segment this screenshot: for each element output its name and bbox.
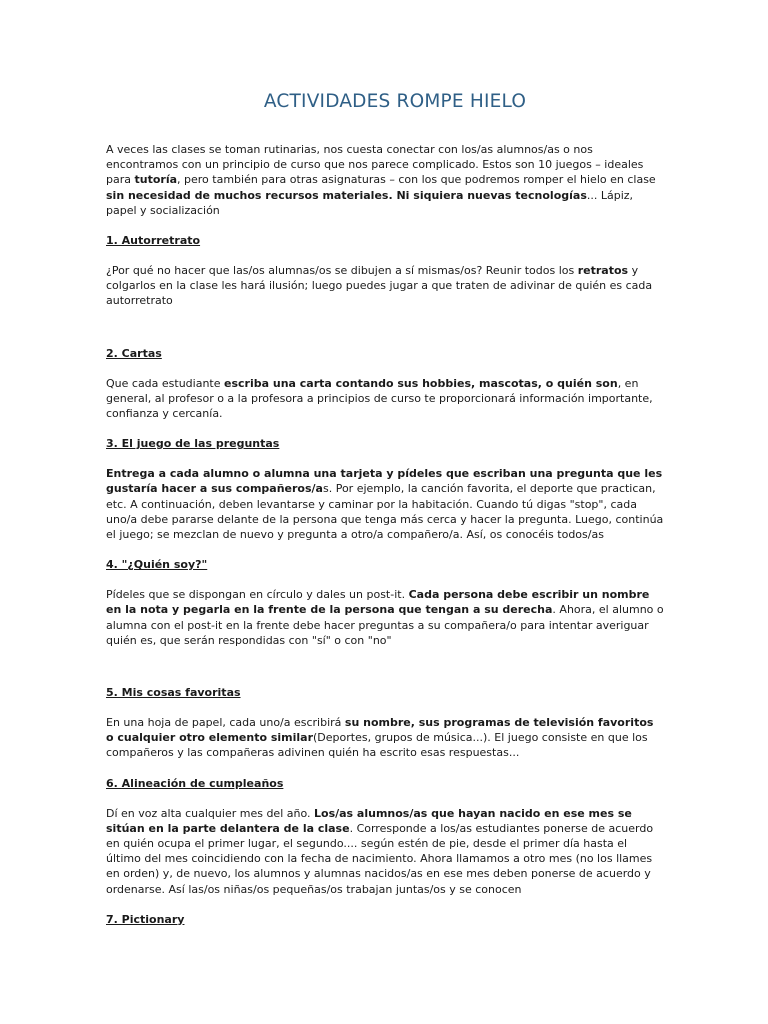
intro-bold-1: tutoría [134,173,178,187]
section-5-text-2: (Deportes, grupos de música...). El juego consiste en que los compañeros y las compañeras adivinen quién ha escrito esas respuestas... [106,731,648,760]
section-4-text-2: . Ahora, el alumno o alumna con el post-it en la frente debe hacer preguntas a su compañera/o para intentar averiguar quién es, que serán respondidas con "sí" o con "no" [106,603,664,647]
section-5-text-1: En una hoja de papel, cada uno/a escribirá [106,716,345,730]
section-heading-2: 2. Cartas [106,346,162,360]
section-2-text-2: , en general, al profesor o a la profesora a principios de curso te proporcionará información importante, confianza y cercanía. [106,376,653,421]
intro-text-2: , pero también para otras asignaturas – con los que podremos romper el hielo en clase [177,173,656,187]
section-body-4 [106,587,664,648]
section-heading-3: 3. El juego de las preguntas [106,437,280,451]
intro-text-3: ... Lápiz, papel y socialización [106,188,634,217]
section-2-bold-1: escriba una carta contando sus hobbies, mascotas, o quién son [224,376,618,390]
section-heading-7: 7. Pictionary [106,912,185,926]
section-heading-5: 5. Mis cosas favoritas [106,686,241,700]
section-5-bold-1: su nombre, sus programas de televisión favoritos o cualquier otro elemento similar [106,716,654,745]
section-1-bold-1: retratos [577,264,629,278]
section-6-text-2: . Corresponde a los/as estudiantes ponerse de acuerdo en quién ocupa el primer lugar, el segundo.... según estén de pie, desde el primer día hasta el último del mes coincidiendo con la fecha de nacimiento. Ahora llamamos a otro mes (no los llames en orden) y, de nuevo, los alumnos y alumnas nacidos/as en ese mes deben ponerse de acuerdo y ordenarse. Así las/os niñas/os pequeñas/os trabajan juntas/os y se conocen [106,821,654,896]
section-body-3 [106,466,664,542]
section-1-text-2: y colgarlos en la clase les hará ilusión; luego puedes jugar a que traten de adivinar de quién es cada autorretrato [106,264,653,308]
section-heading-1: 1. Autorretrato [106,234,201,248]
section-1-text-1: ¿Por qué no hacer que las/os alumnas/os se dibujen a sí mismas/os? Reunir todos los [106,264,578,278]
section-6-bold-1: Los/as alumnos/as que hayan nacido en ese mes se sitúan en la parte delantera de la clase [106,806,632,835]
section-heading-4: 4. "¿Quién soy?" [106,558,208,572]
section-body-1 [106,263,664,309]
section-body-6 [106,806,664,897]
section-6-text-1: Dí en voz alta cualquier mes del año. [106,806,314,820]
intro-paragraph [106,142,664,218]
section-2-text-1: Que cada estudiante [106,376,225,390]
section-3-text-1: s. Por ejemplo, la canción favorita, el deporte que practican, etc. A continuación, deben levantarse y caminar por la habitación. Cuando tú digas "stop", cada uno/a debe pararse delante de la persona que tenga más cerca y hacer la pregunta. Luego, continúa el juego; se mezclan de nuevo y pregunta a otro/a compañero/a. Así, os conocéis todos/as [106,482,664,542]
page-title: ACTIVIDADES ROMPE HIELO [263,91,527,112]
section-4-text-1: Pídeles que se dispongan en círculo y dales un post-it. [106,588,409,602]
section-body-2 [106,376,664,422]
section-4-bold-1: Cada persona debe escribir un nombre en la nota y pegarla en la frente de la persona que tengan a su derecha [106,588,650,617]
intro-bold-2: sin necesidad de muchos recursos materiales. Ni siquiera nuevas tecnologías [106,188,587,202]
intro-text-1: A veces las clases se toman rutinarias, nos cuesta conectar con los/as alumnos/as o nos encontramos con un principio de curso que nos parece complicado. Estos son 10 juegos – ideales para [106,143,644,187]
section-body-5 [106,715,664,761]
section-3-bold-1: Entrega a cada alumno o alumna una tarjeta y pídeles que escriban una pregunta que les gustaría hacer a sus compañeros/a [106,467,663,496]
section-heading-6: 6. Alineación de cumpleaños [106,776,284,790]
